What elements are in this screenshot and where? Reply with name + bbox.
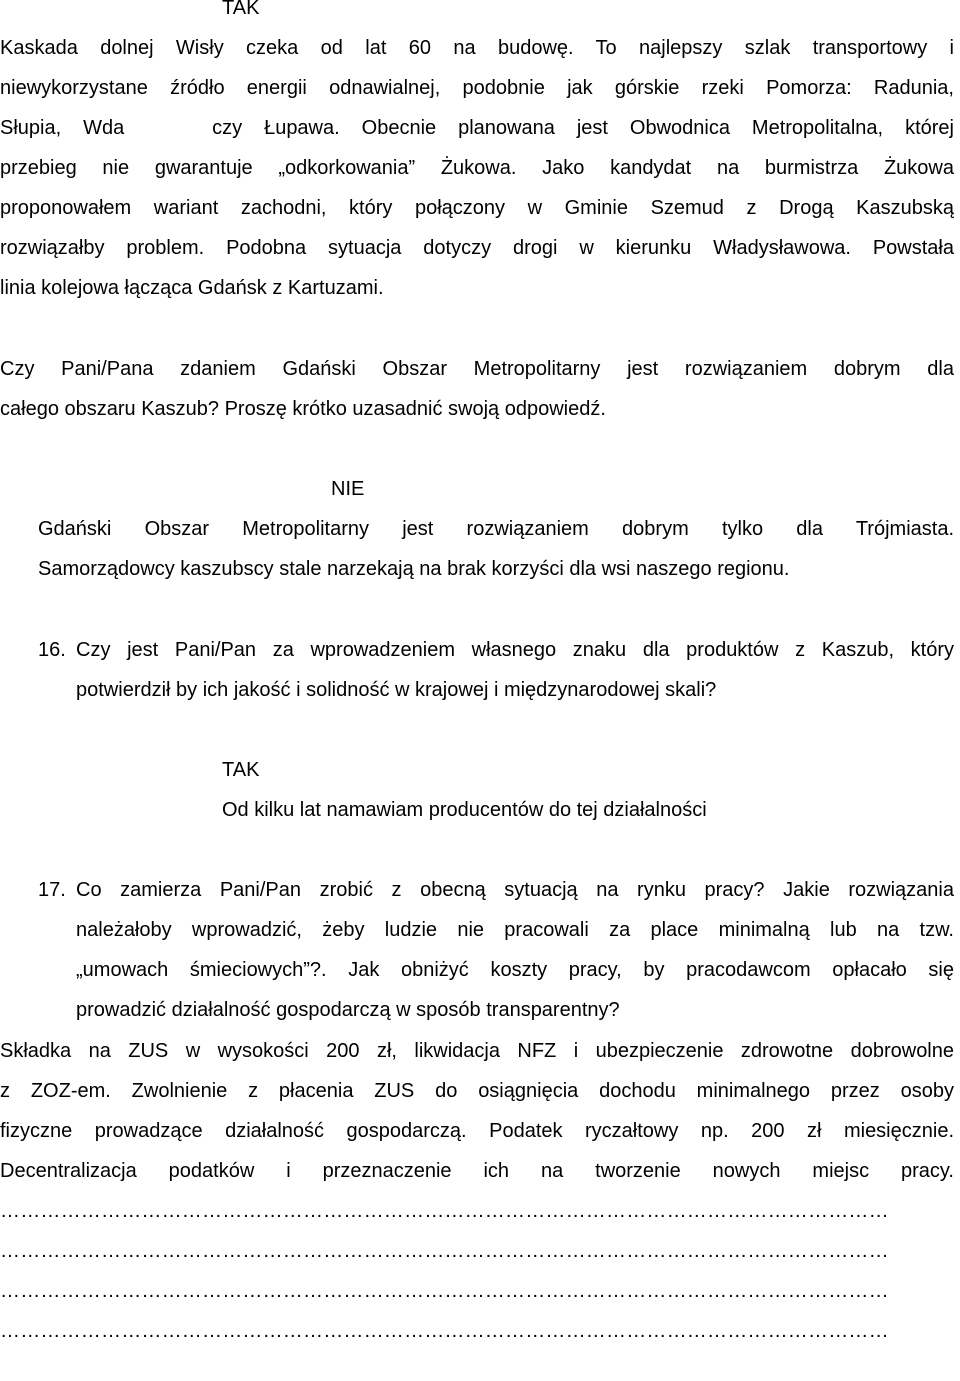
answer-line: fizyczne prowadzące działalność gospodarczą. Podatek ryczałtowy np. 200 zł miesięcznie. (0, 1120, 954, 1142)
answer-label-nie: NIE (331, 478, 365, 500)
question-line: Czy jest Pani/Pan za wprowadzeniem własnego znaku dla produktów z Kaszub, który (76, 639, 954, 661)
paragraph-line: linia kolejowa łącząca Gdańsk z Kartuzami. (0, 277, 384, 299)
question-line: prowadzić działalność gospodarczą w sposób transparentny? (76, 999, 620, 1021)
paragraph-line: rozwiązałby problem. Podobna sytuacja dotyczy drogi w kierunku Władysławowa. Powstała (0, 237, 954, 259)
top-answer-label: TAK (222, 0, 260, 19)
paragraph-line: Kaskada dolnej Wisły czeka od lat 60 na budowę. To najlepszy szlak transportowy i (0, 37, 954, 59)
question-line: Czy Pani/Pana zdaniem Gdański Obszar Metropolitarny jest rozwiązaniem dobrym dla (0, 358, 954, 380)
answer-line: Gdański Obszar Metropolitarny jest rozwiązaniem dobrym tylko dla Trójmiasta. (38, 518, 954, 540)
dotted-fill-line: …………………………………………………………………………………………………………………… (0, 1280, 889, 1302)
question-number: 16. (38, 639, 66, 661)
dotted-fill-line: …………………………………………………………………………………………………………………… (0, 1240, 889, 1262)
paragraph-line: niewykorzystane źródło energii odnawialnej, podobnie jak górskie rzeki Pomorza: Radunia, (0, 77, 954, 99)
dotted-fill-line: …………………………………………………………………………………………………………………… (0, 1200, 889, 1222)
answer-line: Składka na ZUS w wysokości 200 zł, likwidacja NFZ i ubezpieczenie zdrowotne dobrowolne (0, 1040, 954, 1062)
question-line: Co zamierza Pani/Pan zrobić z obecną sytuacją na rynku pracy? Jakie rozwiązania (76, 879, 954, 901)
question-line: „umowach śmieciowych”?. Jak obniżyć koszty pracy, by pracodawcom opłacało się (76, 959, 954, 981)
paragraph-line: Słupia, Wda czy Łupawa. Obecnie planowana jest Obwodnica Metropolitalna, której (0, 117, 954, 139)
paragraph-line: proponowałem wariant zachodni, który połączony w Gminie Szemud z Drogą Kaszubską (0, 197, 954, 219)
question-number: 17. (38, 879, 66, 901)
answer-label-tak: TAK (222, 759, 260, 781)
answer-line: z ZOZ-em. Zwolnienie z płacenia ZUS do osiągnięcia dochodu minimalnego przez osoby (0, 1080, 954, 1102)
dotted-fill-line: …………………………………………………………………………………………………………………… (0, 1320, 889, 1342)
answer-line: Od kilku lat namawiam producentów do tej działalności (222, 799, 707, 821)
answer-line: Samorządowcy kaszubscy stale narzekają na brak korzyści dla wsi naszego regionu. (38, 558, 790, 580)
paragraph-line: przebieg nie gwarantuje „odkorkowania” Żukowa. Jako kandydat na burmistrza Żukowa (0, 157, 954, 179)
question-line: całego obszaru Kaszub? Proszę krótko uzasadnić swoją odpowiedź. (0, 398, 606, 420)
question-line: należałoby wprowadzić, żeby ludzie nie pracowali za place minimalną lub na tzw. (76, 919, 954, 941)
answer-line: Decentralizacja podatków i przeznaczenie ich na tworzenie nowych miejsc pracy. (0, 1160, 954, 1182)
question-line: potwierdził by ich jakość i solidność w krajowej i międzynarodowej skali? (76, 679, 717, 701)
